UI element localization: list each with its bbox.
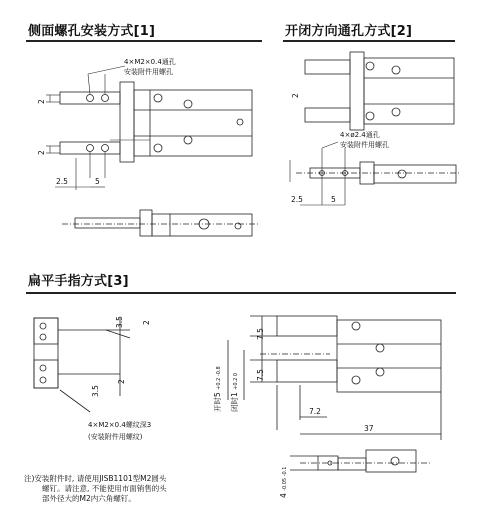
close-time-label — [231, 373, 239, 412]
note-line-1: 注)安装附件时, 请使用JISB1101型M2圆头 — [24, 474, 167, 483]
flat-callout-line1: 4×M2×0.4螺纹深3 — [88, 421, 152, 429]
note-line-2: 螺钉。请注意, 不能使用市面销售的头 — [42, 484, 167, 493]
open-time-tol: +0.2 -0.8 — [216, 366, 222, 390]
flat-dim-w1: 7.2 — [309, 407, 321, 416]
close-time-text: 闭时1 — [230, 392, 239, 412]
open-dim-v: 2 — [291, 93, 300, 98]
open-time-label — [214, 366, 222, 412]
flat-finger-left-view — [34, 318, 130, 412]
side-gripper-bottom-view — [62, 210, 258, 236]
flat-dim-w2: 37 — [364, 424, 374, 433]
flat-dim-r1: 7.5 — [256, 328, 265, 340]
open-gripper-bottom-view — [296, 162, 460, 184]
open-dim-h1: 2.5 — [291, 195, 303, 204]
flat-dim-v1: 3.5 — [115, 316, 124, 328]
flat-dim-r2: 7.5 — [256, 369, 265, 381]
section-title-flat: 扁平手指方式[3] — [28, 274, 129, 289]
flat-dim-v2: 2 — [142, 320, 151, 325]
bottom-dim-text: 4 — [279, 493, 288, 498]
side-callout-line1: 4×M2×0.4通孔 — [124, 58, 176, 66]
side-dim-h1: 2.5 — [56, 177, 68, 186]
section-title-side: 侧面螺孔安装方式[1] — [28, 24, 156, 39]
flat-callout-line2: (安装附件用螺纹) — [88, 433, 143, 441]
section-title-open: 开闭方向通孔方式[2] — [285, 24, 413, 39]
installation-note — [24, 474, 167, 504]
open-callout-line2: 安装附件用螺孔 — [340, 141, 389, 149]
side-dim-v1: 2 — [37, 99, 46, 104]
side-gripper-view — [60, 82, 252, 162]
open-gripper-view — [305, 52, 454, 130]
side-dim-v2: 2 — [37, 150, 46, 155]
flat-finger-bottom-view — [290, 450, 430, 472]
flat-dim-v3: 3.5 — [91, 385, 100, 397]
note-line-3: 部外径大的M2内六角螺钉。 — [42, 494, 136, 503]
bottom-dim-label — [280, 467, 288, 498]
open-time-text: 开时5 — [213, 392, 222, 412]
open-callout-line1: 4×ø2.4通孔 — [340, 131, 380, 139]
side-dim-h2: 5 — [95, 177, 100, 186]
flat-dim-v4: 2 — [117, 379, 126, 384]
close-time-tol: +0.2 0 — [233, 372, 239, 390]
side-callout-line2: 安装附件用螺孔 — [124, 68, 173, 76]
open-dim-h2: 5 — [331, 195, 336, 204]
bottom-dim-tol: -0.05 -0.1 — [282, 466, 288, 491]
